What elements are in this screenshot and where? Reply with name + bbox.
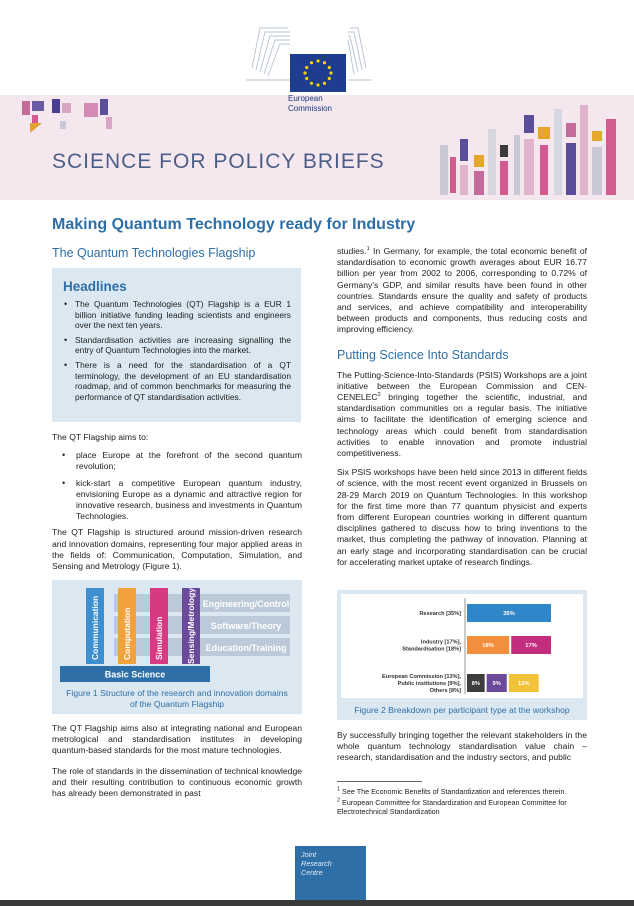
pillar-label: Sensing/Metrology xyxy=(186,587,196,664)
category-label: Standardisation [18%] xyxy=(402,646,461,653)
structure-paragraph: The QT Flagship is structured around mission-driven research and innovation domains, representing four major applied areas in the fields of: Communication, Computation, Simulation, and Sensing and Metrology (Figure 1). xyxy=(52,527,302,572)
footnotes xyxy=(337,781,587,818)
page-title: Making Quantum Technology ready for Industry xyxy=(52,216,416,233)
footnote-rule xyxy=(337,781,422,782)
section-heading-flagship: The Quantum Technologies Flagship xyxy=(52,246,256,260)
figure-1-caption: Figure 1 Structure of the research and innovation domains of the Quantum Flagship xyxy=(66,688,288,709)
header xyxy=(0,0,634,200)
basic-science-label: Basic Science xyxy=(104,669,166,680)
aim-item: • kick-start a competitive European quantum industry, envisioning Europe as a dynamic and attractive region for innovative research, business and investments in Quantum Technologies. xyxy=(52,478,302,523)
bar-value-label: 8% xyxy=(471,681,481,687)
psis-paragraph: The Putting-Science-Into-Standards (PSIS) Workshops are a joint initiative between the European Commission and CEN-CENELEC$^2$ bringing together the scientific, industrial, and standardisation communities on a regular basis. The initiative aims to facilitate the identification of emerging science and technology areas which could benefit from standardisation activities to enable innovation and promote industrial competitiveness. xyxy=(337,369,587,459)
bar-value-label: 35% xyxy=(503,611,515,617)
jrc-logo xyxy=(295,846,366,901)
layer-label: Software/Theory xyxy=(210,621,282,631)
aims-list xyxy=(52,450,302,522)
economic-benefit-paragraph: studies.$^1$ In Germany, for example, the total economic benefit of standardisation to economic growth averages about EUR 16.77 billion per year from 2002 to 2006, corresponding to 0.72% of Germany's GDP, and similar results have been found in other countries. Standards ensure the quality and safety of products and services, and achieve compatibility and interoperability between products and components, thus reducing costs and improving efficiency. xyxy=(337,246,587,335)
footnote-2: $^2$ European Committee for Standardization and European Committee for Electrotechnical Standardization xyxy=(337,797,567,817)
decorative-shapes-left-icon xyxy=(22,97,132,147)
right-column xyxy=(337,246,587,568)
series-title: SCIENCE FOR POLICY BRIEFS xyxy=(52,150,385,173)
category-label: Public institutions [9%], xyxy=(397,681,461,687)
integration-paragraph: The QT Flagship aims also at integrating national and European metrological and standardisation institutes in developing quantum-based standards for the most mature technologies. xyxy=(52,723,302,756)
category-label: Industry [17%], xyxy=(420,639,461,646)
bar-value-label: 18% xyxy=(482,643,494,649)
bottom-bar xyxy=(0,900,634,906)
left-body-2 xyxy=(52,723,302,799)
headlines-list xyxy=(63,299,291,406)
category-label: Research [35%] xyxy=(419,611,461,617)
figure-2-caption: Figure 2 Breakdown per participant type at the workshop xyxy=(354,705,570,715)
headline-item: • Standardisation activities are increasing signalling the entry of Quantum Technologies into the market. xyxy=(63,335,291,356)
figure-2 xyxy=(337,590,587,720)
pillar-label: Communication xyxy=(90,595,100,660)
layer-label: Engineering/Control xyxy=(202,599,290,609)
participant-chart xyxy=(337,590,587,702)
bar-value-label: 9% xyxy=(492,681,501,687)
bar-value-label: 17% xyxy=(525,643,537,649)
aims-intro: The QT Flagship aims to: xyxy=(52,432,149,442)
right-body-2 xyxy=(337,730,587,764)
workshops-paragraph: Six PSIS workshops have been held since 2013 in different fields of science, with the most recent event organized in Brussels on 28-29 March 2019 on Quantum Technologies. In this workshop for the first time more than 77 quantum physicist and experts from different European countries working in different quantum disciplines gathered to discuss how to bring inventions to the market, thus completing the pathway of innovation. Planning at an early stage and incorporating standardisation can be crucial for accelerating market uptake of research findings. xyxy=(337,467,587,567)
ec-wordmark: European Commission xyxy=(288,94,333,113)
decorative-shapes-right-icon xyxy=(430,105,625,200)
left-column xyxy=(52,246,302,260)
figure-1 xyxy=(52,580,302,714)
category-label: European Commission [13%], xyxy=(382,674,461,680)
headlines-title: Headlines xyxy=(63,279,127,294)
figure-1-diagram xyxy=(52,580,302,686)
headline-item: • There is a need for the standardisation of a QT terminology, the development of an EU standardisation roadmap, and of common benchmarks for measuring the performance of QT standardisation activities. xyxy=(63,360,291,402)
aim-item: • place Europe at the forefront of the second quantum revolution; xyxy=(52,450,302,472)
pillar-label: Simulation xyxy=(154,616,164,660)
headlines-box xyxy=(52,268,301,422)
bar-value-label: 13% xyxy=(517,681,530,687)
left-body-1 xyxy=(52,432,302,572)
category-label: Others [8%] xyxy=(429,688,461,694)
pillar-label: Computation xyxy=(122,607,132,660)
jrc-wordmark: Joint Research Centre xyxy=(301,850,332,877)
layer-label: Education/Training xyxy=(205,643,287,653)
section-heading-psis: Putting Science Into Standards xyxy=(337,347,509,362)
headline-item: • The Quantum Technologies (QT) Flagship is a EUR 1 billion initiative funding leading scientists and engineers over the next ten years. xyxy=(63,299,291,331)
standards-paragraph: The role of standards in the dissemination of technical knowledge and their resulting contribution to continuous economic growth has already been demonstrated in past xyxy=(52,765,302,799)
stakeholders-paragraph: By successfully bringing together the relevant stakeholders in the whole quantum technology standardisation value chain – research, standardisation and the industry sectors, and public xyxy=(337,730,587,763)
footnote-1: $^1$ See The Economic Benefits of Standardization and references therein. xyxy=(337,786,567,796)
